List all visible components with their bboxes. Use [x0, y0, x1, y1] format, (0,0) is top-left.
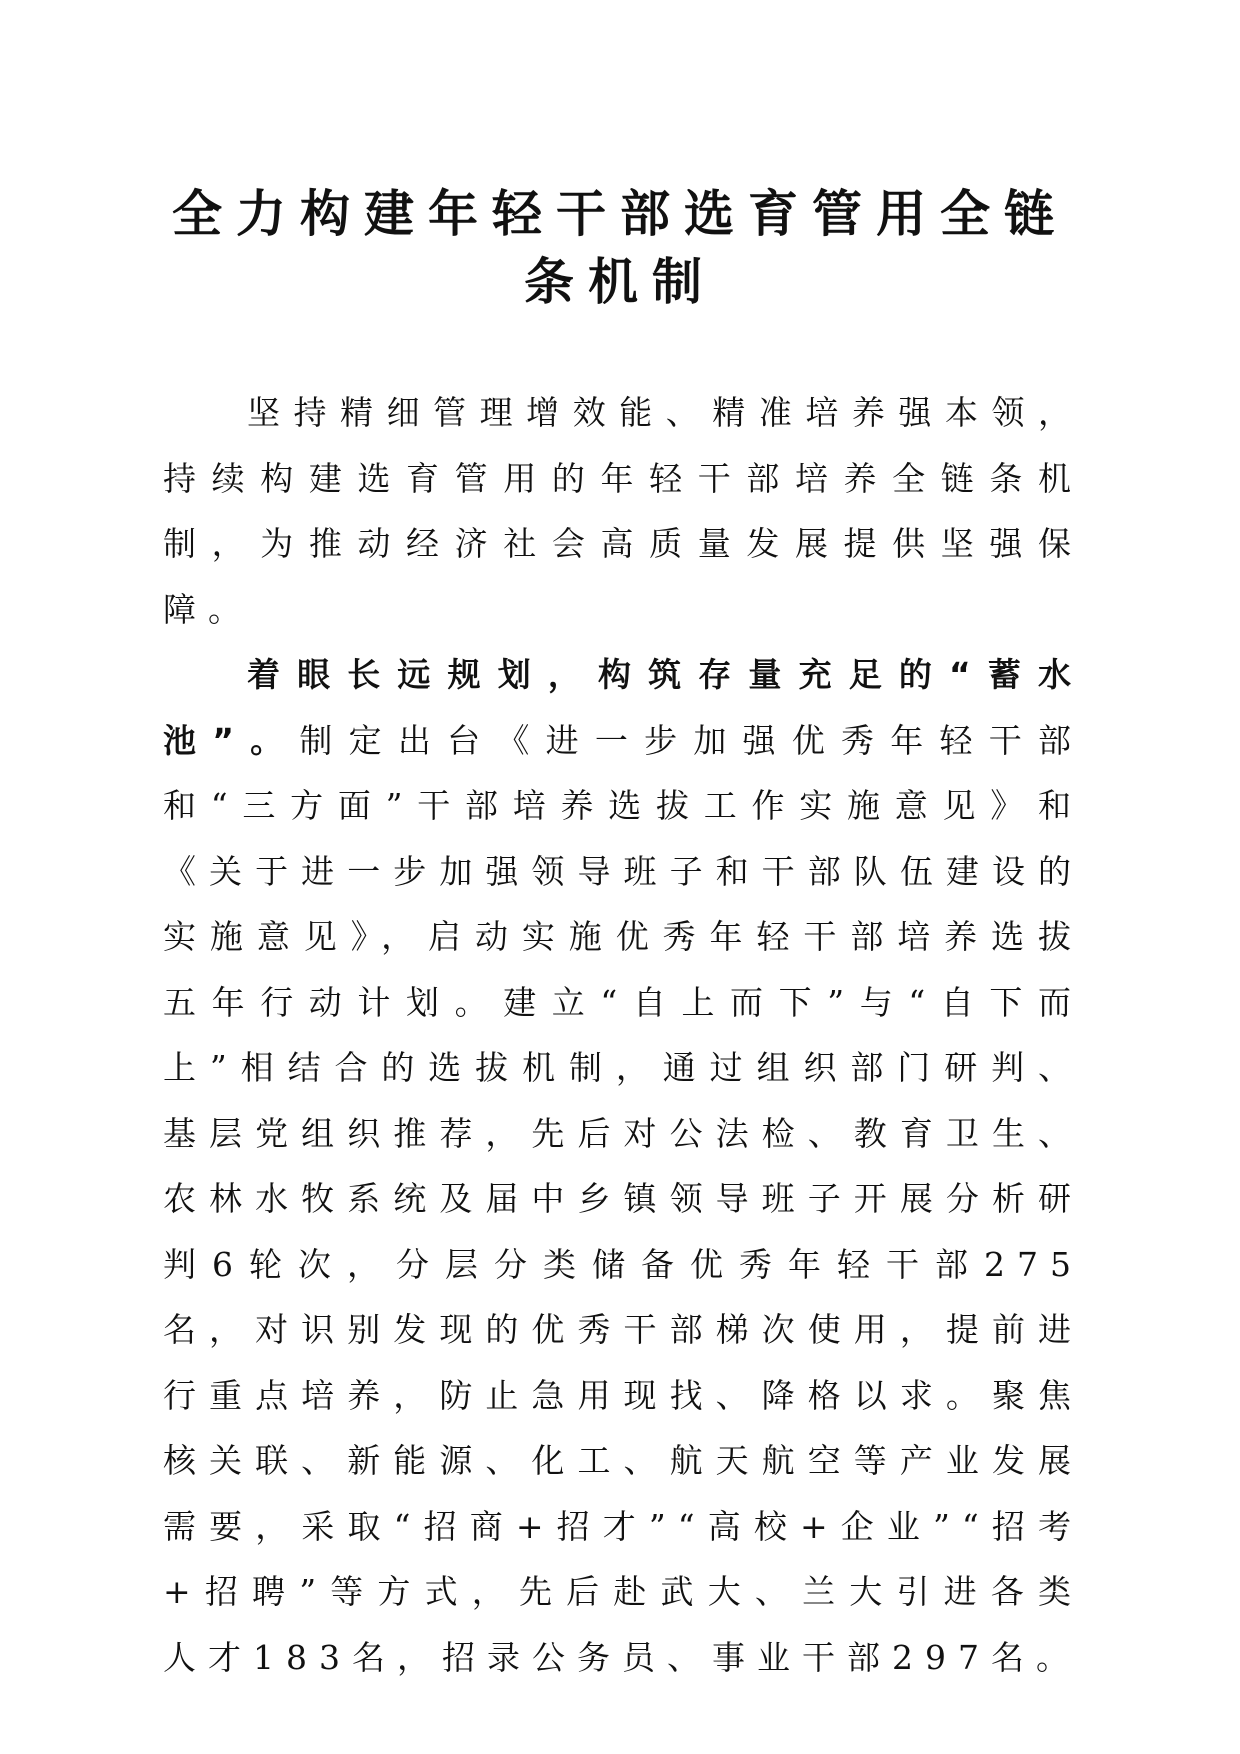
title-line-2: 条机制: [524, 253, 716, 311]
section-heading: 着眼长远规划，构筑存量充足的“蓄水池”。: [163, 655, 1083, 760]
intro-paragraph: 坚持精细管理增效能、精准培养强本领，持续构建选育管用的年轻干部培养全链条机制，为推动经济社会高质量发展提供坚强保障。: [163, 393, 1083, 629]
document-title: [150, 180, 1090, 316]
section-paragraph: [163, 642, 1083, 1690]
document-body: [163, 380, 1083, 1690]
title-line-1: 全力构建年轻干部选育管用全链: [172, 185, 1068, 243]
section-body: 制定出台《进一步加强优秀年轻干部和“三方面”干部培养选拔工作实施意见》和《关于进一步加强领导班子和干部队伍建设的实施意见》，启动实施优秀年轻干部培养选拔五年行动计划。建立“自上而下”与“自下而上”相结合的选拔机制，通过组织部门研判、基层党组织推荐，先后对公法检、教育卫生、农林水牧系统及届中乡镇领导班子开展分析研判6轮次，分层分类储备优秀年轻干部275名，对识别发现的优秀干部梯次使用，提前进行重点培养，防止急用现找、降格以求。聚焦核关联、新能源、化工、航天航空等产业发展需要，采取“招商+招才”“高校+企业”“招考+招聘”等方式，先后赴武大、兰大引进各类人才183名，招录公务员、事业干部297名。: [163, 720, 1083, 1677]
